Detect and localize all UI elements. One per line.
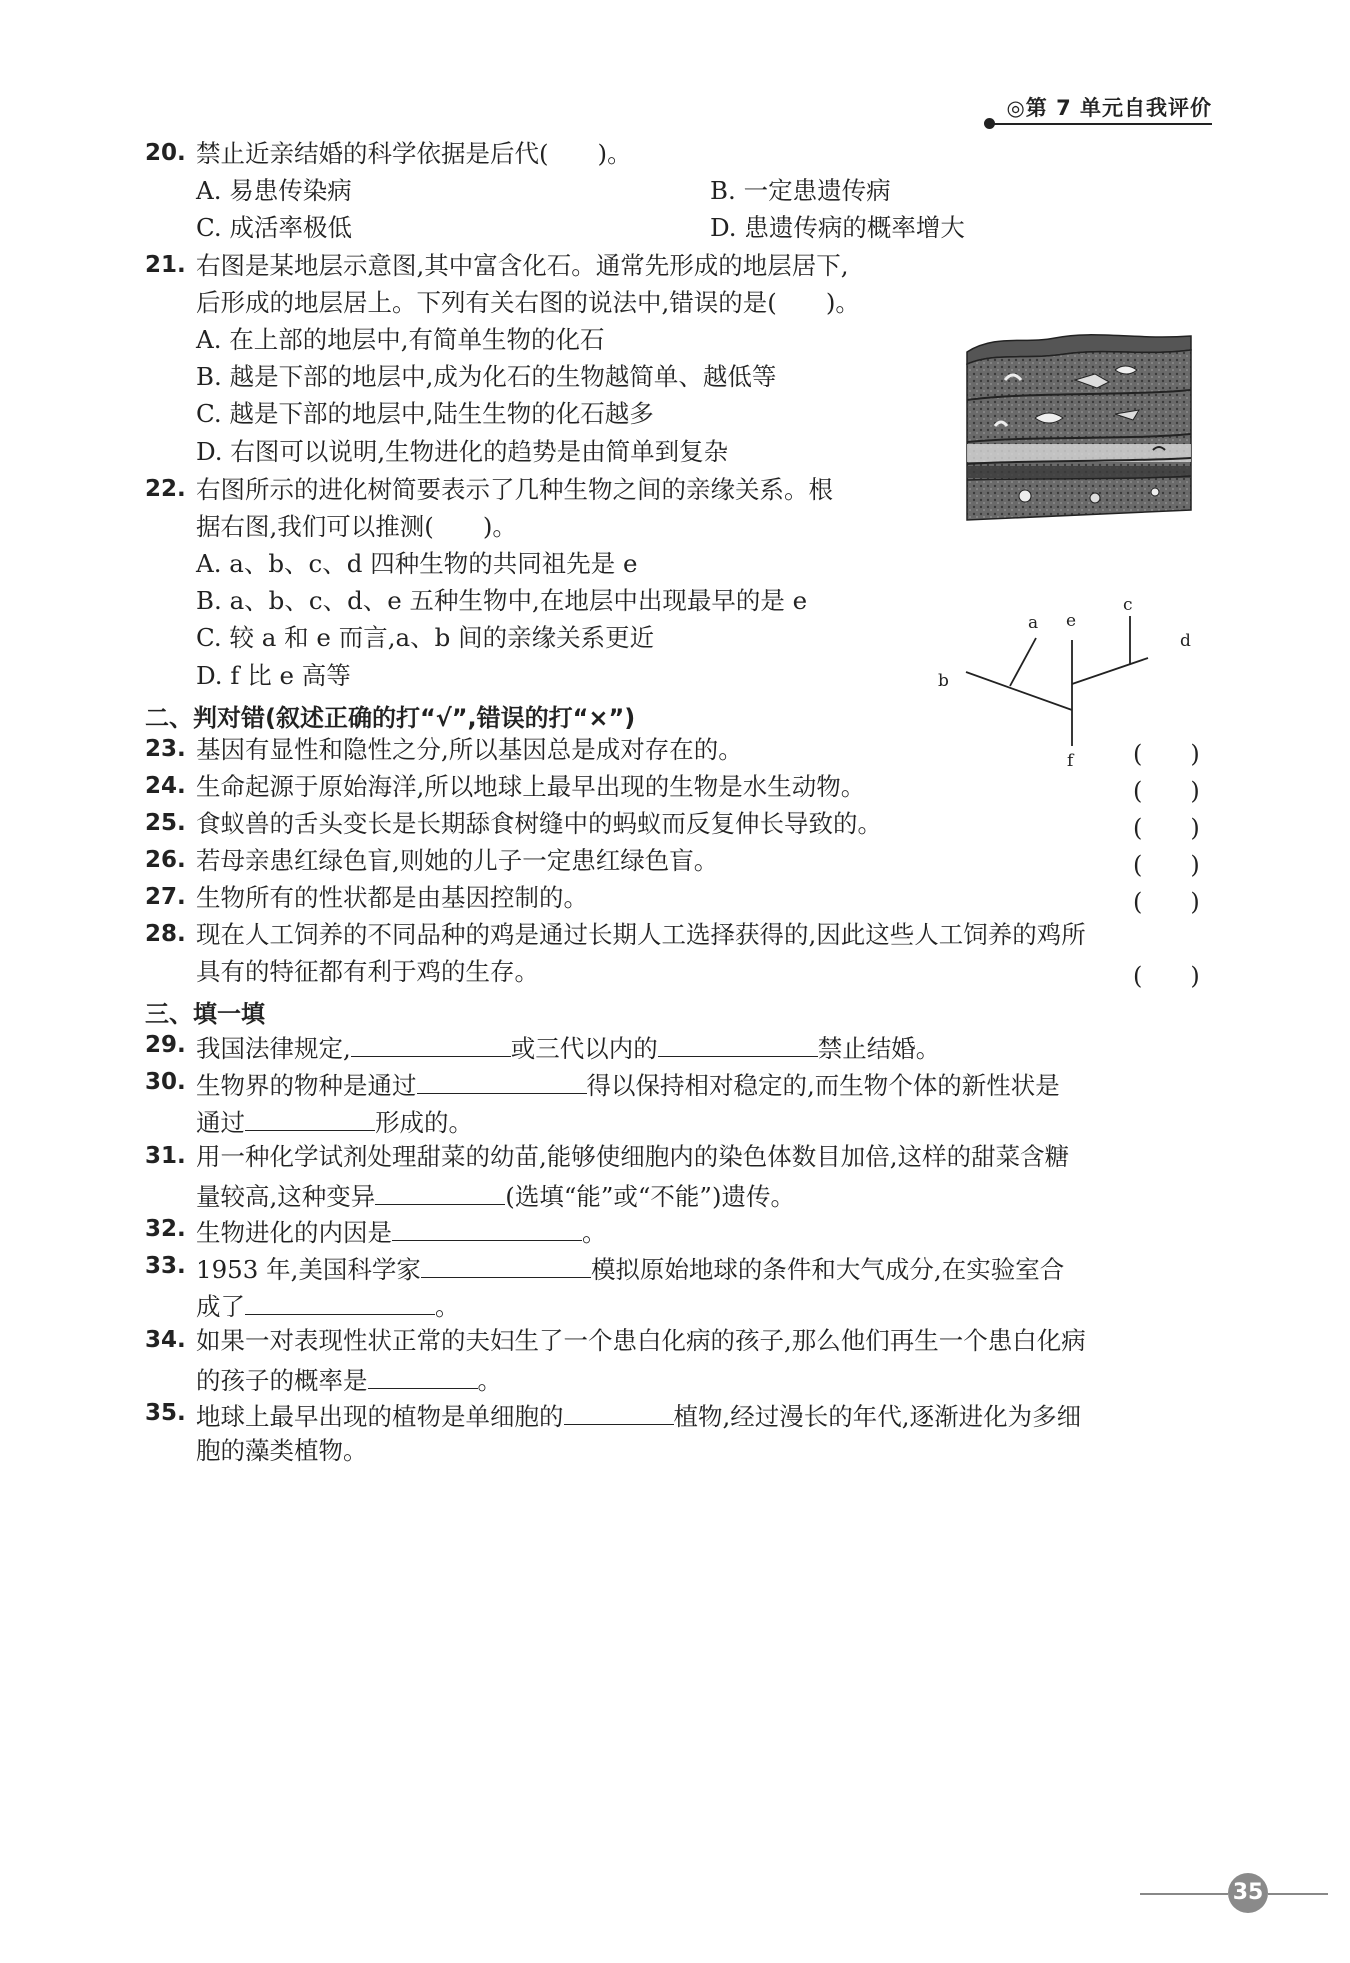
question-stem: 右图是某地层示意图,其中富含化石。通常先形成的地层居下, xyxy=(196,251,849,280)
fill-line xyxy=(196,1067,1060,1102)
option-c: C. 越是下部的地层中,陆生生物的化石越多 xyxy=(196,399,654,428)
fill-line xyxy=(196,1214,607,1249)
fill-text: 1953 年,美国科学家 xyxy=(196,1255,421,1284)
fill-line: 用一种化学试剂处理甜菜的幼苗,能够使细胞内的染色体数目加倍,这样的甜菜含糖 xyxy=(196,1142,1070,1171)
option-c: C. 成活率极低 xyxy=(196,213,352,242)
question-number: 30. xyxy=(145,1069,186,1095)
answer-blank[interactable] xyxy=(658,1030,818,1057)
answer-blank[interactable] xyxy=(564,1398,674,1425)
answer-blank[interactable] xyxy=(375,1178,505,1205)
tree-label-e: e xyxy=(1066,611,1077,631)
answer-blank[interactable] xyxy=(368,1362,478,1389)
question-number: 25. xyxy=(145,810,186,836)
question-stem: 右图所示的进化树简要表示了几种生物之间的亲缘关系。根 xyxy=(196,475,833,504)
fill-line xyxy=(196,1251,1064,1286)
option-a: A. a、b、c、d 四种生物的共同祖先是 e xyxy=(196,549,638,578)
fill-line: 胞的藻类植物。 xyxy=(196,1436,368,1465)
section-title: 二、判对错(叙述正确的打“√”,错误的打“×”) xyxy=(145,704,636,732)
question-number: 21. xyxy=(145,252,186,278)
fill-line xyxy=(196,1030,940,1065)
option-d: D. 患遗传病的概率增大 xyxy=(710,213,965,242)
section-title: 三、填一填 xyxy=(145,1000,265,1028)
fill-line xyxy=(196,1362,502,1397)
fill-text: 的孩子的概率是 xyxy=(196,1366,368,1395)
fill-text: 禁止结婚。 xyxy=(817,1034,941,1063)
question-stem: 据右图,我们可以推测( )。 xyxy=(196,512,517,541)
question-number: 32. xyxy=(145,1216,186,1242)
answer-blank[interactable] xyxy=(245,1104,375,1131)
judge-statement: 生物所有的性状都是由基因控制的。 xyxy=(196,883,588,912)
tree-label-d: d xyxy=(1180,631,1191,651)
fill-text: 或三代以内的 xyxy=(510,1034,658,1063)
strata-figure xyxy=(965,330,1193,530)
question-number: 34. xyxy=(145,1327,186,1353)
judge-statement: 具有的特征都有利于鸡的生存。 xyxy=(196,957,539,986)
option-a: A. 易患传染病 xyxy=(196,176,352,205)
answer-paren: ( ) xyxy=(1133,888,1200,916)
fill-line xyxy=(196,1398,1081,1433)
tree-label-a: a xyxy=(1028,613,1039,633)
fill-text: 我国法律规定, xyxy=(196,1034,351,1063)
question-number: 28. xyxy=(145,921,186,947)
option-d: D. f 比 e 高等 xyxy=(196,661,351,690)
fill-text: (选填“能”或“不能”)遗传。 xyxy=(505,1182,796,1211)
question-number: 23. xyxy=(145,736,186,762)
fill-text: 生物界的物种是通过 xyxy=(196,1071,417,1100)
question-stem: 禁止近亲结婚的科学依据是后代( )。 xyxy=(196,139,632,168)
judge-statement: 食蚁兽的舌头变长是长期舔食树缝中的蚂蚁而反复伸长导致的。 xyxy=(196,809,882,838)
tree-label-b: b xyxy=(938,671,949,691)
fill-text: 得以保持相对稳定的,而生物个体的新性状是 xyxy=(586,1071,1060,1100)
fill-text: 生物进化的内因是 xyxy=(196,1218,392,1247)
question-stem: 后形成的地层居上。下列有关右图的说法中,错误的是( )。 xyxy=(196,288,860,317)
fill-text: 植物,经过漫长的年代,逐渐进化为多细 xyxy=(673,1402,1082,1431)
fill-line xyxy=(196,1104,473,1139)
judge-statement: 基因有显性和隐性之分,所以基因总是成对存在的。 xyxy=(196,735,743,764)
answer-paren: ( ) xyxy=(1133,962,1200,990)
answer-blank[interactable] xyxy=(245,1288,435,1315)
fill-text: 通过 xyxy=(196,1108,245,1137)
question-number: 24. xyxy=(145,773,186,799)
judge-statement: 生命起源于原始海洋,所以地球上最早出现的生物是水生动物。 xyxy=(196,772,866,801)
answer-paren: ( ) xyxy=(1133,814,1200,842)
answer-blank[interactable] xyxy=(392,1214,582,1241)
fill-line xyxy=(196,1178,795,1213)
tree-label-f: f xyxy=(1067,751,1074,771)
question-number: 35. xyxy=(145,1400,186,1426)
page-number-rule xyxy=(1268,1893,1328,1895)
answer-paren: ( ) xyxy=(1133,851,1200,879)
fill-text: 量较高,这种变异 xyxy=(196,1182,376,1211)
judge-statement: 现在人工饲养的不同品种的鸡是通过长期人工选择获得的,因此这些人工饲养的鸡所 xyxy=(196,920,1086,949)
page-number: 35 xyxy=(1228,1873,1268,1913)
question-number: 22. xyxy=(145,476,186,502)
answer-blank[interactable] xyxy=(351,1030,511,1057)
option-b: B. 一定患遗传病 xyxy=(710,176,891,205)
question-number: 27. xyxy=(145,884,186,910)
header-rule xyxy=(990,123,1212,125)
fill-line: 如果一对表现性状正常的夫妇生了一个患白化病的孩子,那么他们再生一个患白化病 xyxy=(196,1326,1086,1355)
question-number: 20. xyxy=(145,140,186,166)
fill-text: 模拟原始地球的条件和大气成分,在实验室合 xyxy=(590,1255,1065,1284)
option-c: C. 较 a 和 e 而言,a、b 间的亲缘关系更近 xyxy=(196,623,655,652)
question-number: 31. xyxy=(145,1143,186,1169)
judge-statement: 若母亲患红绿色盲,则她的儿子一定患红绿色盲。 xyxy=(196,846,719,875)
answer-paren: ( ) xyxy=(1133,740,1200,768)
option-a: A. 在上部的地层中,有简单生物的化石 xyxy=(196,325,605,354)
fill-text: 。 xyxy=(582,1218,607,1247)
option-b: B. a、b、c、d、e 五种生物中,在地层中出现最早的是 e xyxy=(196,586,808,615)
answer-blank[interactable] xyxy=(417,1067,587,1094)
question-number: 33. xyxy=(145,1253,186,1279)
option-b: B. 越是下部的地层中,成为化石的生物越简单、越低等 xyxy=(196,362,777,391)
page-number-rule xyxy=(1140,1893,1228,1895)
option-d: D. 右图可以说明,生物进化的趋势是由简单到复杂 xyxy=(196,437,729,466)
fill-line xyxy=(196,1288,460,1323)
answer-blank[interactable] xyxy=(421,1251,591,1278)
fill-text: 。 xyxy=(435,1292,460,1321)
fill-text: 地球上最早出现的植物是单细胞的 xyxy=(196,1402,564,1431)
fill-text: 形成的。 xyxy=(375,1108,473,1137)
question-number: 26. xyxy=(145,847,186,873)
fill-text: 。 xyxy=(477,1366,502,1395)
fill-text: 成了 xyxy=(196,1292,245,1321)
answer-paren: ( ) xyxy=(1133,777,1200,805)
question-number: 29. xyxy=(145,1032,186,1058)
tree-label-c: c xyxy=(1123,596,1133,615)
unit-header: ◎第 7 单元自我评价 xyxy=(1006,96,1212,120)
